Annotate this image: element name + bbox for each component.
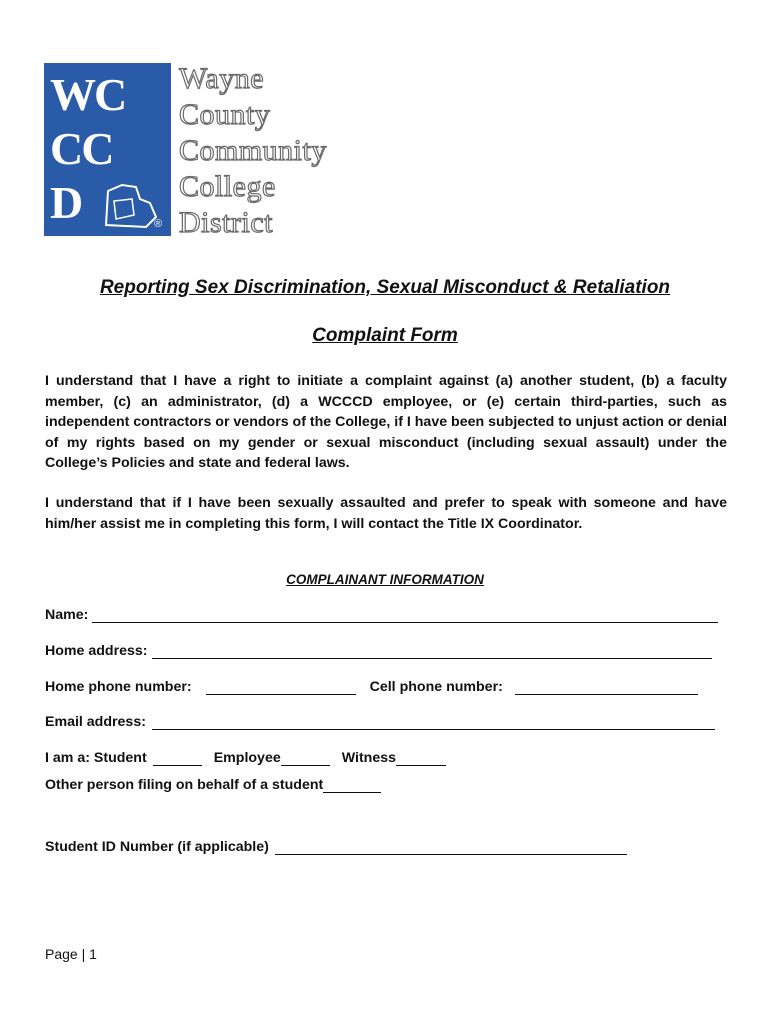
complainant-info-heading: COMPLAINANT INFORMATION bbox=[286, 572, 484, 587]
student-blank[interactable] bbox=[153, 751, 202, 766]
witness-label: Witness bbox=[341, 750, 397, 766]
other-person-row bbox=[45, 777, 381, 793]
logo-word-district: District bbox=[179, 206, 273, 239]
logo-word-community: Community bbox=[179, 134, 327, 167]
student-id-row bbox=[45, 839, 627, 855]
home-phone-label: Home phone number: bbox=[45, 679, 192, 695]
student-id-field[interactable] bbox=[275, 840, 627, 855]
role-row bbox=[45, 750, 446, 766]
witness-blank[interactable] bbox=[396, 751, 446, 766]
logo-letters-row-2: CC bbox=[50, 123, 113, 174]
other-person-label: Other person filing on behalf of a student bbox=[45, 777, 324, 793]
other-person-blank[interactable] bbox=[323, 778, 381, 793]
employee-label: Employee bbox=[213, 750, 281, 766]
cell-phone-label: Cell phone number: bbox=[369, 679, 503, 695]
document-title: Reporting Sex Discrimination, Sexual Misconduct & Retaliation bbox=[99, 277, 671, 298]
phone-row bbox=[45, 679, 698, 695]
logo-letters-row-3: D bbox=[50, 177, 82, 228]
employee-blank[interactable] bbox=[281, 751, 330, 766]
page-number: Page | 1 bbox=[45, 946, 97, 962]
cell-phone-field[interactable] bbox=[515, 680, 698, 695]
home-phone-field[interactable] bbox=[206, 680, 356, 695]
form-subtitle: Complaint Form bbox=[312, 325, 458, 346]
logo-word-wayne: Wayne bbox=[179, 62, 265, 95]
logo-emblem bbox=[44, 63, 171, 236]
logo-word-college: College bbox=[179, 170, 276, 203]
logo-word-county: County bbox=[179, 98, 271, 131]
assistance-paragraph: I understand that if I have been sexually assaulted and prefer to speak with someone and have him/her assist me in completing this form, I will contact the Title IX Coordinator. bbox=[45, 495, 727, 532]
registered-mark-icon: ® bbox=[154, 218, 163, 230]
name-label: Name: bbox=[45, 607, 89, 623]
name-field[interactable] bbox=[92, 608, 718, 623]
name-row bbox=[45, 607, 718, 623]
michigan-map-icon bbox=[102, 181, 162, 231]
student-id-label: Student ID Number (if applicable) bbox=[45, 839, 269, 855]
logo-letters-row-1: WC bbox=[50, 69, 126, 120]
home-address-label: Home address: bbox=[45, 643, 148, 659]
wcccd-logo bbox=[44, 63, 344, 239]
rights-paragraph: I understand that I have a right to initiate a complaint against (a) another student, (b) a faculty member, (c) an administrator, (d) a WCCCD employee, or (e) certain third-parties, such as independent contractors or vendors of the College, if I have been subjected to unjust action or denial of my rights based on my gender or sexual misconduct (including sexual assault) under the College’s Policies and state and federal laws. bbox=[45, 373, 727, 472]
email-row bbox=[45, 714, 715, 730]
email-field[interactable] bbox=[152, 715, 715, 730]
email-label: Email address: bbox=[45, 714, 146, 730]
home-address-field[interactable] bbox=[152, 644, 712, 659]
student-label: I am a: Student bbox=[45, 750, 147, 766]
home-address-row bbox=[45, 643, 712, 659]
